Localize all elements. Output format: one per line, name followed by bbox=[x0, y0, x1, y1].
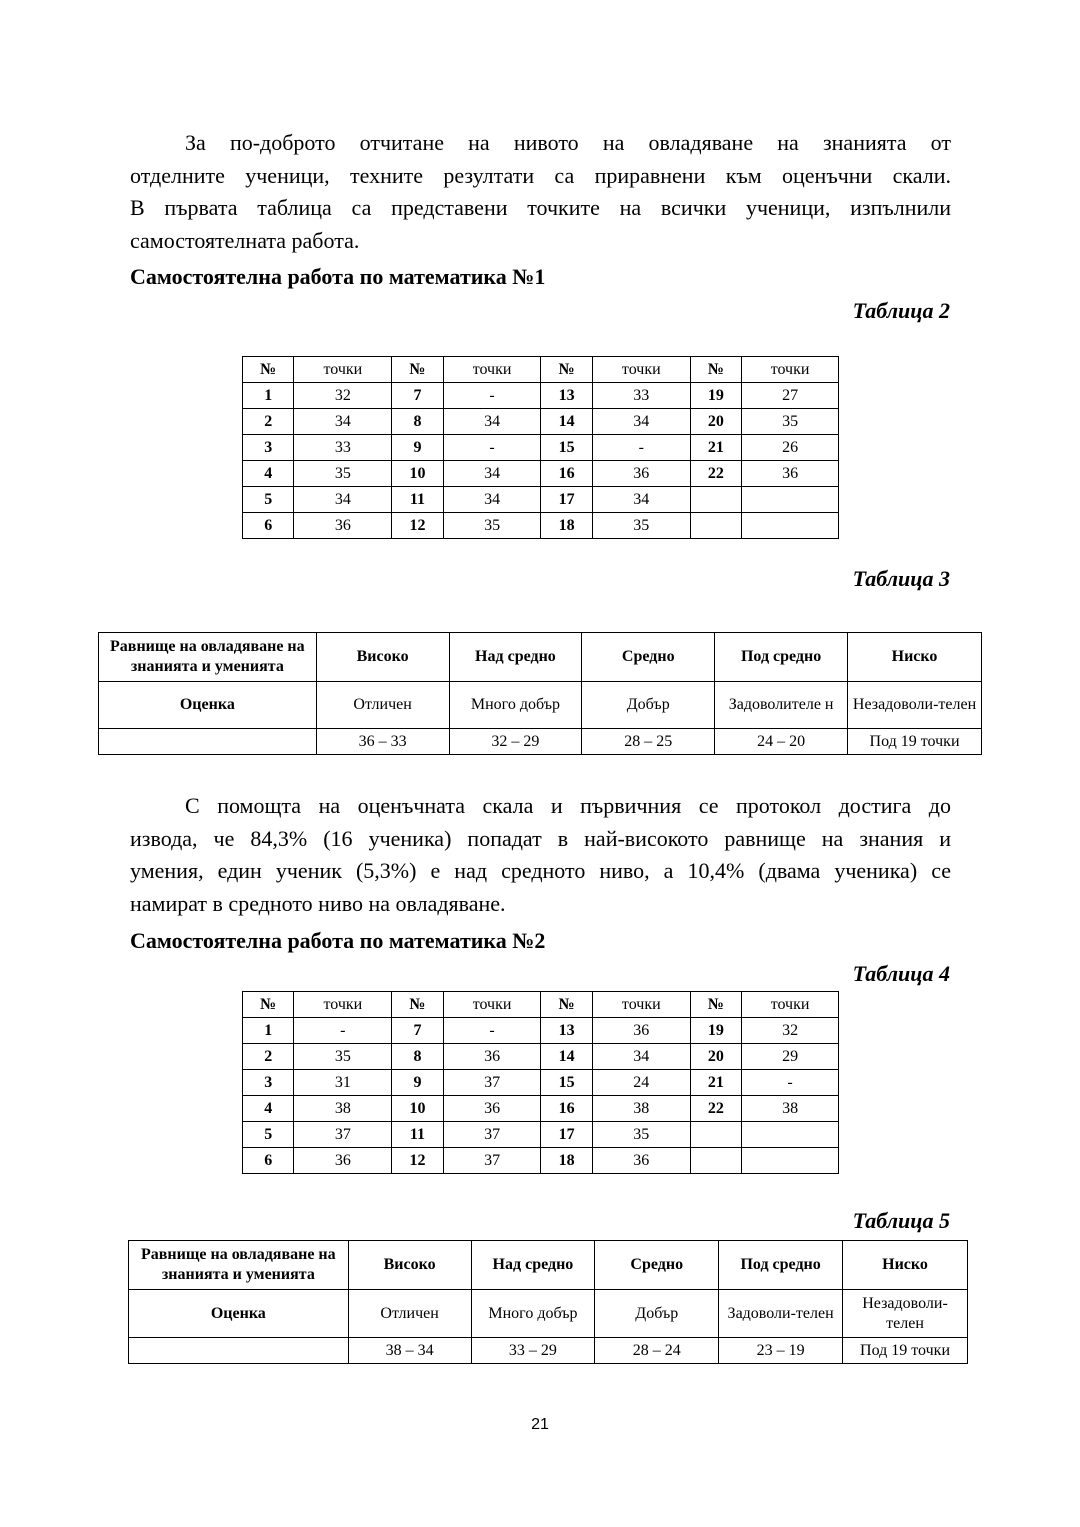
number-header-cell: № bbox=[243, 357, 294, 383]
points-cell: - bbox=[742, 1070, 839, 1096]
points-cell: 36 bbox=[742, 461, 839, 487]
table-row bbox=[243, 1018, 839, 1044]
table-caption-4: Таблица 4 bbox=[852, 961, 950, 986]
level-cell: Високо bbox=[316, 633, 449, 682]
table-row bbox=[243, 435, 839, 461]
paragraph-line: самостоятелната работа. bbox=[130, 227, 360, 253]
table-row bbox=[243, 1096, 839, 1122]
student-number-cell: 12 bbox=[392, 1148, 443, 1174]
number-header-cell: № bbox=[690, 992, 741, 1018]
points-cell: 35 bbox=[592, 513, 690, 539]
table-row bbox=[243, 1044, 839, 1070]
student-number-cell: 2 bbox=[243, 1044, 294, 1070]
range-cell: 32 – 29 bbox=[449, 729, 582, 755]
points-cell: 37 bbox=[294, 1122, 392, 1148]
points-cell: 38 bbox=[742, 1096, 839, 1122]
table-row bbox=[243, 383, 839, 409]
range-cell: 33 – 29 bbox=[471, 1338, 595, 1364]
paragraph-line: С помощта на оценъчната скала и първичния се протокол достига до bbox=[185, 793, 951, 818]
points-header-cell: точки bbox=[742, 992, 839, 1018]
student-number-cell: 17 bbox=[541, 1122, 592, 1148]
student-number-cell: 12 bbox=[392, 513, 443, 539]
number-header-cell: № bbox=[392, 992, 443, 1018]
points-cell: 38 bbox=[294, 1096, 392, 1122]
student-number-cell: 10 bbox=[392, 461, 443, 487]
student-number-cell: 1 bbox=[243, 383, 294, 409]
points-cell: 27 bbox=[742, 383, 839, 409]
student-number-cell bbox=[690, 1122, 741, 1148]
number-header-cell: № bbox=[541, 992, 592, 1018]
paragraph-line: За по-доброто отчитане на нивото на овладяване на знанията от bbox=[185, 130, 951, 155]
student-number-cell: 17 bbox=[541, 487, 592, 513]
points-cell: - bbox=[443, 383, 541, 409]
range-cell: Под 19 точки bbox=[843, 1338, 968, 1364]
points-cell: 24 bbox=[592, 1070, 690, 1096]
section-heading-1: Самостоятелна работа по математика №1 bbox=[130, 264, 546, 289]
student-number-cell: 14 bbox=[541, 1044, 592, 1070]
points-header-cell: точки bbox=[443, 357, 541, 383]
student-number-cell bbox=[690, 1148, 741, 1174]
range-cell: Под 19 точки bbox=[848, 729, 982, 755]
grade-cell: Задоволителе н bbox=[715, 682, 848, 729]
points-cell: 35 bbox=[592, 1122, 690, 1148]
paragraph-line: намират в средното ниво на овладяване. bbox=[130, 890, 506, 916]
grade-cell: Незадоволи-телен bbox=[843, 1290, 968, 1338]
scores-table-1 bbox=[242, 356, 839, 539]
student-number-cell: 2 bbox=[243, 409, 294, 435]
student-number-cell: 7 bbox=[392, 1018, 443, 1044]
student-number-cell: 4 bbox=[243, 461, 294, 487]
points-header-cell: точки bbox=[294, 357, 392, 383]
paragraph-line: умения, един ученик (5,3%) е над средното ниво, а 10,4% (двама ученика) се bbox=[130, 858, 951, 883]
empty-cell bbox=[129, 1338, 349, 1364]
student-number-cell: 21 bbox=[690, 435, 741, 461]
points-cell: 34 bbox=[592, 487, 690, 513]
student-number-cell: 15 bbox=[541, 435, 592, 461]
points-cell: 36 bbox=[592, 461, 690, 487]
points-cell: 34 bbox=[443, 487, 541, 513]
number-header-cell: № bbox=[541, 357, 592, 383]
level-cell: Над средно bbox=[449, 633, 582, 682]
points-cell: 34 bbox=[592, 1044, 690, 1070]
table-row bbox=[243, 487, 839, 513]
range-cell: 36 – 33 bbox=[316, 729, 449, 755]
student-number-cell: 11 bbox=[392, 1122, 443, 1148]
paragraph-line: В първата таблица са представени точките на всички ученици, изпълнили bbox=[130, 195, 951, 220]
points-cell: 34 bbox=[592, 409, 690, 435]
points-cell: 29 bbox=[742, 1044, 839, 1070]
student-number-cell: 21 bbox=[690, 1070, 741, 1096]
points-cell: 34 bbox=[443, 461, 541, 487]
level-header-cell: Равнище на овладяване на знанията и уменията bbox=[129, 1241, 349, 1290]
grading-scale-table-2 bbox=[128, 1240, 968, 1364]
results-paragraph bbox=[130, 790, 951, 920]
page-number: 21 bbox=[531, 1416, 549, 1433]
grade-header-cell: Оценка bbox=[129, 1290, 349, 1338]
grade-cell: Добър bbox=[582, 682, 715, 729]
points-cell: - bbox=[443, 1018, 541, 1044]
points-cell: 34 bbox=[294, 409, 392, 435]
points-cell: 34 bbox=[294, 487, 392, 513]
student-number-cell: 14 bbox=[541, 409, 592, 435]
student-number-cell: 8 bbox=[392, 1044, 443, 1070]
student-number-cell bbox=[690, 487, 741, 513]
range-cell: 28 – 25 bbox=[582, 729, 715, 755]
student-number-cell: 20 bbox=[690, 1044, 741, 1070]
grade-cell: Много добър bbox=[471, 1290, 595, 1338]
points-cell: 26 bbox=[742, 435, 839, 461]
table-caption-5: Таблица 5 bbox=[852, 1208, 950, 1233]
grade-cell: Добър bbox=[595, 1290, 719, 1338]
student-number-cell: 16 bbox=[541, 1096, 592, 1122]
level-cell: Високо bbox=[348, 1241, 471, 1290]
student-number-cell: 8 bbox=[392, 409, 443, 435]
points-cell: 37 bbox=[443, 1148, 541, 1174]
points-cell bbox=[742, 487, 839, 513]
student-number-cell: 13 bbox=[541, 1018, 592, 1044]
student-number-cell: 3 bbox=[243, 1070, 294, 1096]
grade-cell: Незадоволи-телен bbox=[848, 682, 982, 729]
level-cell: Ниско bbox=[843, 1241, 968, 1290]
number-header-cell: № bbox=[690, 357, 741, 383]
student-number-cell: 16 bbox=[541, 461, 592, 487]
section-heading-2: Самостоятелна работа по математика №2 bbox=[130, 928, 546, 953]
student-number-cell: 19 bbox=[690, 383, 741, 409]
level-cell: Под средно bbox=[715, 633, 848, 682]
student-number-cell: 3 bbox=[243, 435, 294, 461]
student-number-cell: 11 bbox=[392, 487, 443, 513]
student-number-cell: 4 bbox=[243, 1096, 294, 1122]
student-number-cell: 5 bbox=[243, 1122, 294, 1148]
points-header-cell: точки bbox=[443, 992, 541, 1018]
level-cell: Над средно bbox=[471, 1241, 595, 1290]
student-number-cell: 7 bbox=[392, 383, 443, 409]
table-row bbox=[243, 1070, 839, 1096]
student-number-cell: 13 bbox=[541, 383, 592, 409]
student-number-cell: 6 bbox=[243, 1148, 294, 1174]
student-number-cell: 22 bbox=[690, 1096, 741, 1122]
points-cell: 33 bbox=[592, 383, 690, 409]
table-row bbox=[243, 461, 839, 487]
points-cell: - bbox=[294, 1018, 392, 1044]
intro-paragraph bbox=[130, 127, 951, 257]
range-cell: 28 – 24 bbox=[595, 1338, 719, 1364]
points-cell: 32 bbox=[294, 383, 392, 409]
points-cell: 35 bbox=[742, 409, 839, 435]
points-cell: 34 bbox=[443, 409, 541, 435]
student-number-cell: 18 bbox=[541, 1148, 592, 1174]
grade-cell: Много добър bbox=[449, 682, 582, 729]
points-cell bbox=[742, 513, 839, 539]
points-cell: 36 bbox=[443, 1096, 541, 1122]
points-header-cell: точки bbox=[742, 357, 839, 383]
level-cell: Средно bbox=[595, 1241, 719, 1290]
student-number-cell: 19 bbox=[690, 1018, 741, 1044]
student-number-cell: 10 bbox=[392, 1096, 443, 1122]
grade-cell: Отличен bbox=[316, 682, 449, 729]
level-header-cell: Равнище на овладяване на знанията и уменията bbox=[99, 633, 317, 682]
points-cell: 35 bbox=[443, 513, 541, 539]
number-header-cell: № bbox=[392, 357, 443, 383]
level-cell: Под средно bbox=[719, 1241, 843, 1290]
table-row bbox=[243, 1122, 839, 1148]
points-cell: 32 bbox=[742, 1018, 839, 1044]
scores-table-2 bbox=[242, 991, 839, 1174]
grade-cell: Отличен bbox=[348, 1290, 471, 1338]
points-cell: 35 bbox=[294, 1044, 392, 1070]
student-number-cell: 6 bbox=[243, 513, 294, 539]
paragraph-line: отделните ученици, техните резултати са приравнени към оценъчни скали. bbox=[130, 162, 951, 188]
level-cell: Ниско bbox=[848, 633, 982, 682]
points-cell: 36 bbox=[592, 1148, 690, 1174]
student-number-cell: 5 bbox=[243, 487, 294, 513]
points-cell: 36 bbox=[443, 1044, 541, 1070]
student-number-cell bbox=[690, 513, 741, 539]
level-cell: Средно bbox=[582, 633, 715, 682]
points-cell: 37 bbox=[443, 1070, 541, 1096]
points-cell bbox=[742, 1122, 839, 1148]
points-cell: 31 bbox=[294, 1070, 392, 1096]
range-cell: 38 – 34 bbox=[348, 1338, 471, 1364]
points-cell bbox=[742, 1148, 839, 1174]
student-number-cell: 20 bbox=[690, 409, 741, 435]
points-cell: 37 bbox=[443, 1122, 541, 1148]
points-cell: 36 bbox=[294, 513, 392, 539]
student-number-cell: 18 bbox=[541, 513, 592, 539]
points-cell: - bbox=[443, 435, 541, 461]
student-number-cell: 22 bbox=[690, 461, 741, 487]
points-header-cell: точки bbox=[592, 357, 690, 383]
student-number-cell: 15 bbox=[541, 1070, 592, 1096]
table-row bbox=[243, 513, 839, 539]
table-caption-2: Таблица 2 bbox=[852, 298, 950, 323]
points-cell: 35 bbox=[294, 461, 392, 487]
range-cell: 23 – 19 bbox=[719, 1338, 843, 1364]
grading-scale-table-1 bbox=[98, 632, 982, 755]
points-cell: 36 bbox=[294, 1148, 392, 1174]
table-row bbox=[243, 1148, 839, 1174]
student-number-cell: 9 bbox=[392, 1070, 443, 1096]
student-number-cell: 1 bbox=[243, 1018, 294, 1044]
points-header-cell: точки bbox=[294, 992, 392, 1018]
points-cell: - bbox=[592, 435, 690, 461]
points-header-cell: точки bbox=[592, 992, 690, 1018]
points-cell: 33 bbox=[294, 435, 392, 461]
number-header-cell: № bbox=[243, 992, 294, 1018]
grade-header-cell: Оценка bbox=[99, 682, 317, 729]
student-number-cell: 9 bbox=[392, 435, 443, 461]
range-cell: 24 – 20 bbox=[715, 729, 848, 755]
table-row bbox=[243, 409, 839, 435]
empty-cell bbox=[99, 729, 317, 755]
points-cell: 38 bbox=[592, 1096, 690, 1122]
grade-cell: Задоволи-телен bbox=[719, 1290, 843, 1338]
table-caption-3: Таблица 3 bbox=[852, 566, 950, 591]
paragraph-line: извода, че 84,3% (16 ученика) попадат в най-високото равнище на знания и bbox=[130, 825, 951, 851]
points-cell: 36 bbox=[592, 1018, 690, 1044]
